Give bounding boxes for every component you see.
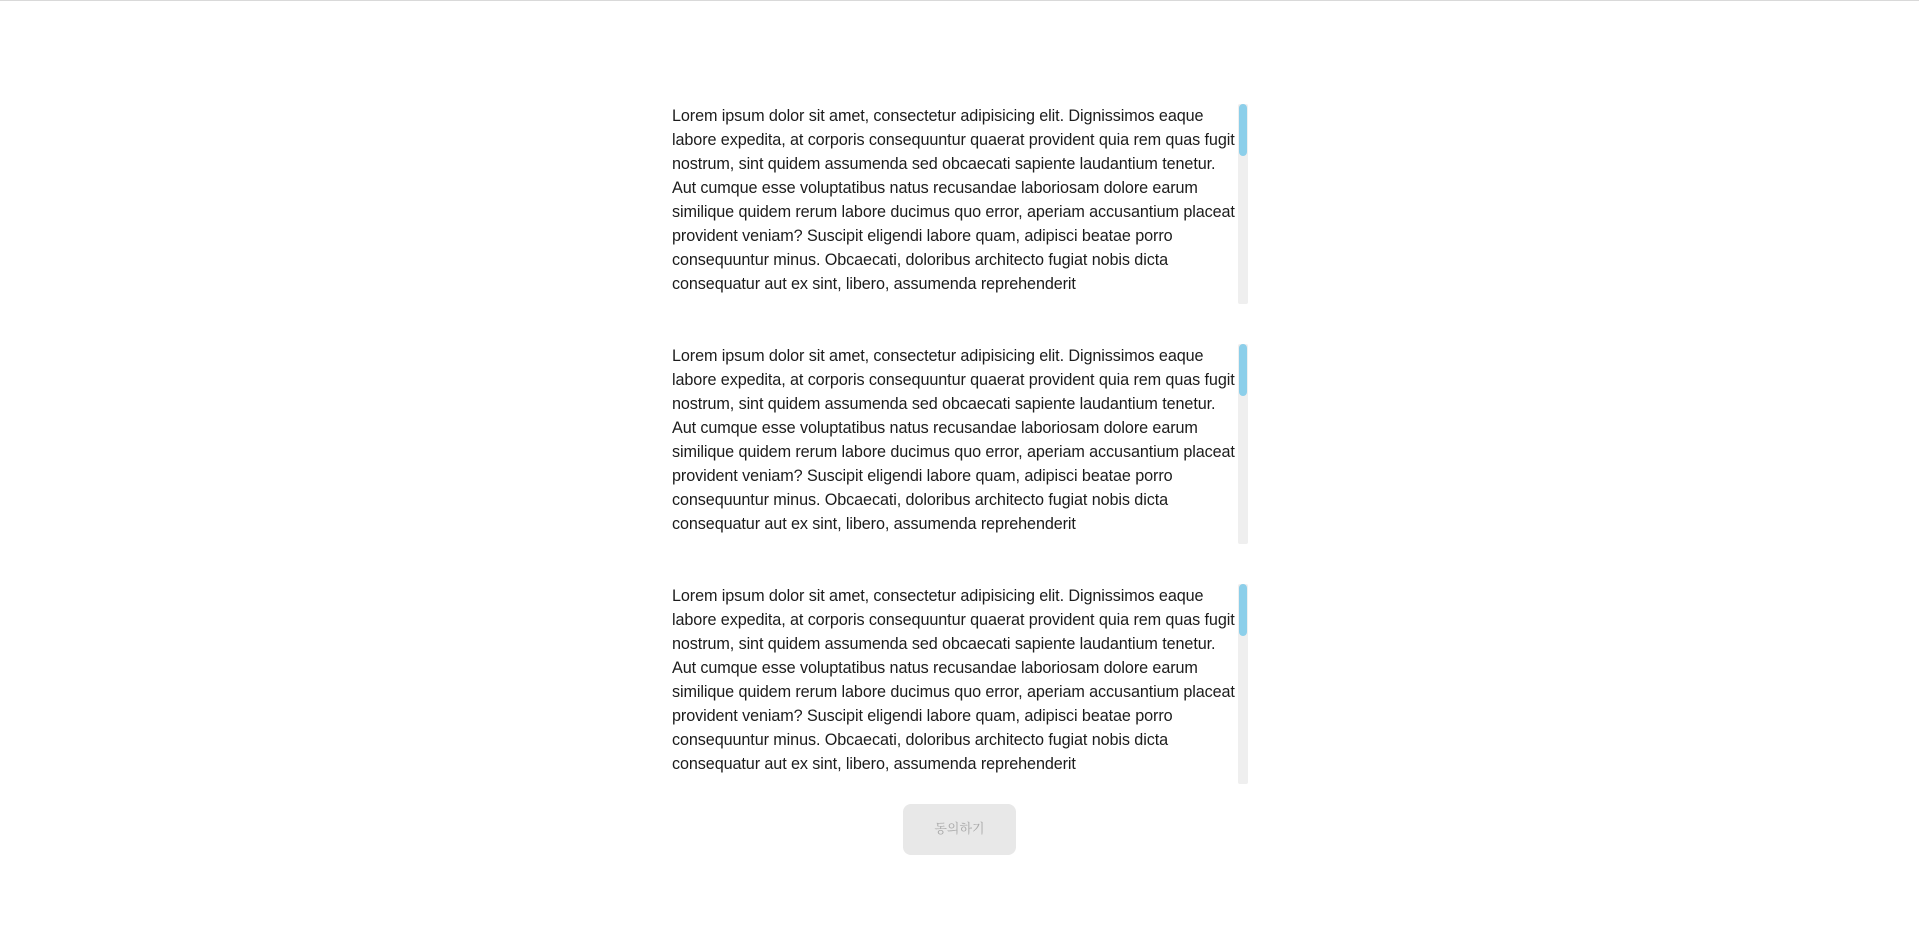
scrollbar-thumb-3[interactable] (1239, 584, 1247, 636)
scrollbar-thumb-1[interactable] (1239, 104, 1247, 156)
scrollbar-thumb-2[interactable] (1239, 344, 1247, 396)
terms-text-3: Lorem ipsum dolor sit amet, consectetur adipisicing elit. Dignissimos eaque labore expedita, at corporis consequuntur quaerat provident quia rem quas fugit nostrum, sint quidem assumenda sed obcaecati sapiente laudantium tenetur. Aut cumque esse voluptatibus natus recusandae laboriosam dolore earum similique quidem rerum labore ducimus quo error, aperiam accusantium placeat provident veniam? Suscipit eligendi labore quam, adipisci beatae porro consequuntur minus. Obcaecati, doloribus architecto fugiat nobis dicta consequatur aut ex sint, libero, assumenda reprehenderit (672, 587, 1235, 773)
terms-box-3[interactable] (672, 584, 1248, 784)
terms-text-1: Lorem ipsum dolor sit amet, consectetur adipisicing elit. Dignissimos eaque labore expedita, at corporis consequuntur quaerat provident quia rem quas fugit nostrum, sint quidem assumenda sed obcaecati sapiente laudantium tenetur. Aut cumque esse voluptatibus natus recusandae laboriosam dolore earum similique quidem rerum labore ducimus quo error, aperiam accusantium placeat provident veniam? Suscipit eligendi labore quam, adipisci beatae porro consequuntur minus. Obcaecati, doloribus architecto fugiat nobis dicta consequatur aut ex sint, libero, assumenda reprehenderit (672, 107, 1235, 293)
top-divider (0, 0, 1919, 1)
agree-button[interactable]: 동의하기 (903, 804, 1016, 855)
terms-box-1[interactable] (672, 104, 1248, 304)
terms-text-2: Lorem ipsum dolor sit amet, consectetur adipisicing elit. Dignissimos eaque labore expedita, at corporis consequuntur quaerat provident quia rem quas fugit nostrum, sint quidem assumenda sed obcaecati sapiente laudantium tenetur. Aut cumque esse voluptatibus natus recusandae laboriosam dolore earum similique quidem rerum labore ducimus quo error, aperiam accusantium placeat provident veniam? Suscipit eligendi labore quam, adipisci beatae porro consequuntur minus. Obcaecati, doloribus architecto fugiat nobis dicta consequatur aut ex sint, libero, assumenda reprehenderit (672, 347, 1235, 533)
scrollbar-track-2[interactable] (1238, 344, 1248, 544)
scrollbar-track-1[interactable] (1238, 104, 1248, 304)
terms-box-2[interactable] (672, 344, 1248, 544)
scrollbar-track-3[interactable] (1238, 584, 1248, 784)
